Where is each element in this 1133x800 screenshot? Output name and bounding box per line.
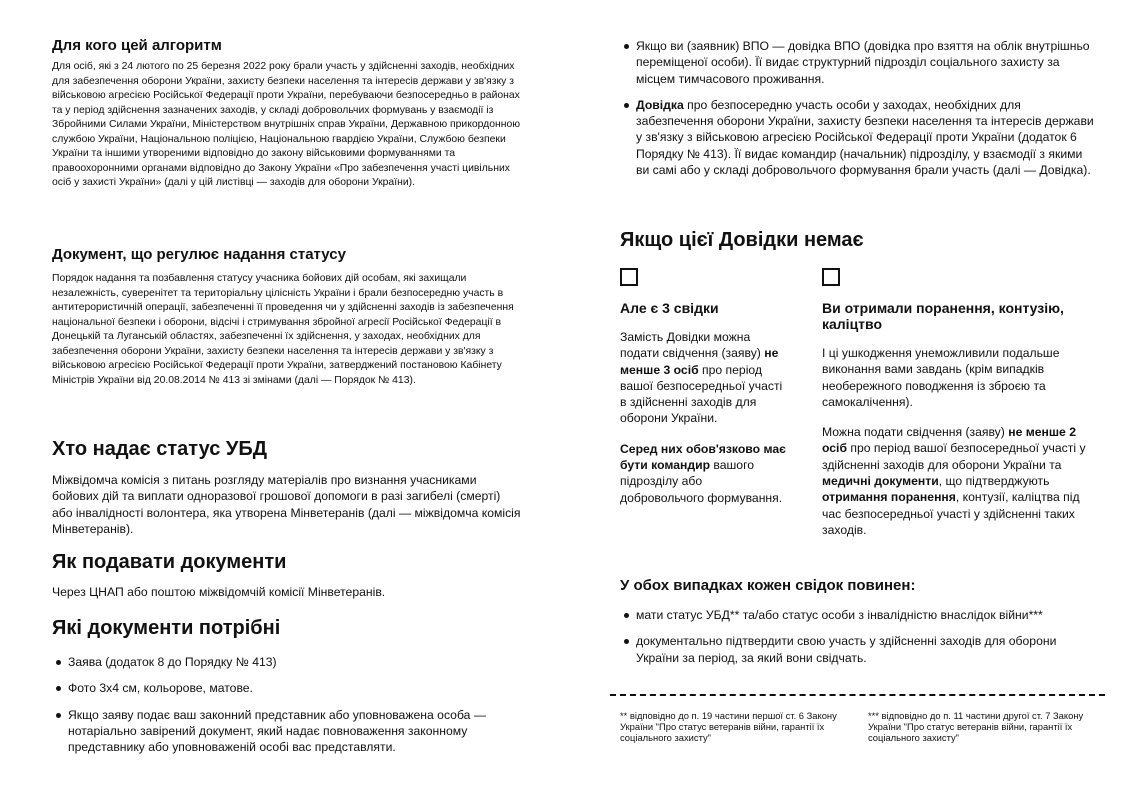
heading-both-cases: У обох випадках кожен свідок повинен: [620, 577, 916, 594]
paragraph-how-to-submit: Через ЦНАП або поштою міжвідомчій комісії Мінветеранів. [52, 585, 386, 599]
checkbox-injury[interactable] [822, 268, 840, 286]
heading-no-certificate: Якщо цієї Довідки немає [620, 229, 864, 251]
text-bold: отримання поранення [822, 490, 956, 505]
text-span: вашого підрозділу або добровольчого формування. [620, 458, 783, 505]
text-span: , що підтверджують [938, 474, 1050, 489]
text-bold: не менше 3 осіб [620, 346, 779, 377]
list-item: Якщо заяву подає ваш законний представник або уповноважена особа — нотаріально завірений документ, який надає повноваження законному представнику або уповноваженій особі вас представляти. [52, 707, 522, 756]
text-span: , контузії, каліцтва під час безпосередньої участі у здійсненні таких заходів. [822, 490, 1080, 537]
documents-list-continued [620, 38, 1098, 178]
text-bold: медичні документи [822, 474, 939, 489]
list-item [620, 97, 1098, 178]
heading-required-documents: Які документи потрібні [52, 617, 281, 639]
list-item: документально підтвердити свою участь у здійсненні заходів для оборони України за період, за який вони свідчать. [620, 633, 1090, 666]
text-span: про період вашої безпосередньої участі у здійсненні заходів для оборони України та [822, 441, 1086, 472]
text-span: Замість Довідки можна подати свідчення (заяву) [620, 330, 765, 361]
list-item: Заява (додаток 8 до Порядку № 413) [52, 654, 522, 670]
option-three-witnesses [620, 268, 790, 506]
list-item: мати статус УБД** та/або статус особи з інвалідністю внаслідок війни*** [620, 607, 1090, 623]
heading-for-whom: Для кого цей алгоритм [52, 37, 222, 54]
paragraph-for-whom: Для осіб, які з 24 лютого по 25 березня 2022 року брали участь у здійсненні заходів, необхідних для забезпечення оборони України, захисту безпеки населення та інтересів держави у зв'язку з військовою агресією Російської Федерації проти України, перебуваючи безпосередньо в районах та у період здійснення зазначених заходів, у складі добровольчих формувань у взаємодії із Збройними Силами України, Міністерством внутрішніх справ України, Державною прикордонною службою України, Національною поліцією, Національною гвардією України, Службою безпеки України та іншими утвореними відповідно до закону військовими формуваннями та правоохоронними органами відповідно до Закону України «Про забезпечення участі цивільних осіб у захисті України» (далі у цій листівці — заходів для оборони України). [52, 61, 521, 188]
footnote-triple-asterisk: *** відповідно до п. 11 частини другої ст. 7 Закону України "Про статус ветеранів війни, гарантії їх соціального захисту" [868, 710, 1084, 743]
text-span: Можна подати свідчення (заяву) [822, 425, 1009, 440]
certificate-bold-label: Довідка [636, 97, 684, 112]
option-injury-title: Ви отримали поранення, контузію, каліцтво [822, 300, 1064, 332]
paragraph-status-provider: Міжвідомча комісія з питань розгляду матеріалів про визнання учасниками бойових дій та виплати одноразової грошової допомоги в разі загибелі (смерті) або інвалідності волонтера, яка утворена Мінветеранів (далі — міжвідомча комісія Мінветеранів). [52, 473, 521, 536]
option-injury [822, 268, 1100, 538]
list-item: Якщо ви (заявник) ВПО — довідка ВПО (довідка про взяття на облік внутрішньо переміщеної особи). Її видає структурний підрозділ соціального захисту за місцем тимчасового проживання. [620, 38, 1098, 87]
certificate-description: про безпосередню участь особи у заходах, необхідних для забезпечення оборони України, захисту безпеки населення та інтересів держави у зв'язку з військовою агресією Російської Федерації проти України (додаток 6 Порядку № 413). Її видає командир (начальник) підрозділу, у взаємодії з якими ви самі або у складі добровольчого формування брали участь (далі — Довідка). [636, 97, 1094, 178]
option-three-witnesses-text [620, 329, 788, 427]
checkbox-three-witnesses[interactable] [620, 268, 638, 286]
list-item: Фото 3х4 см, кольорове, матове. [52, 680, 522, 696]
required-documents-list [52, 654, 522, 755]
option-three-witnesses-title: Але є 3 свідки [620, 300, 719, 316]
option-injury-evidence [822, 424, 1098, 538]
heading-regulating-document: Документ, що регулює надання статусу [52, 246, 346, 263]
heading-how-to-submit: Як подавати документи [52, 551, 287, 573]
witness-requirements-list [620, 607, 1090, 666]
heading-status-provider: Хто надає статус УБД [52, 438, 267, 460]
text-span: про період вашої безпосередньої участі в здійсненні заходів для оборони України. [620, 362, 783, 426]
footnote-divider [610, 694, 1105, 696]
paragraph-regulating-document: Порядок надання та позбавлення статусу учасника бойових дій особам, які захищали незалежність, суверенітет та територіальну цілісність України і брали безпосередню участь в антитерористичній операції, забезпеченні її проведення чи у здійсненні заходів із забезпечення національної безпеки і оборони, відсічі і стримування збройної агресії Російської Федерації в Донецькій та Луганській областях, забезпеченні їх здійснення, у заходах, необхідних для забезпечення оборони України, захисту безпеки населення та інтересів держави у зв'язку з військовою агресією Російської Федерації проти України, затверджений постановою Кабінету Міністрів України від 20.08.2014 № 413 зі змінами (далі — Порядок № 413). [52, 273, 514, 386]
option-injury-text: І ці ушкодження унеможливили подальше виконання вами завдань (крім випадків необережного поводження із зброєю та самокалічення). [822, 346, 1060, 409]
option-three-witnesses-commander [620, 441, 788, 506]
footnote-double-asterisk: ** відповідно до п. 19 частини першої ст. 6 Закону України "Про статус ветеранів війни, гарантії їх соціального захисту" [620, 710, 837, 743]
text-bold: не менше 2 осіб [822, 425, 1076, 456]
text-bold: Серед них обов'язково має бути командир [620, 441, 786, 473]
